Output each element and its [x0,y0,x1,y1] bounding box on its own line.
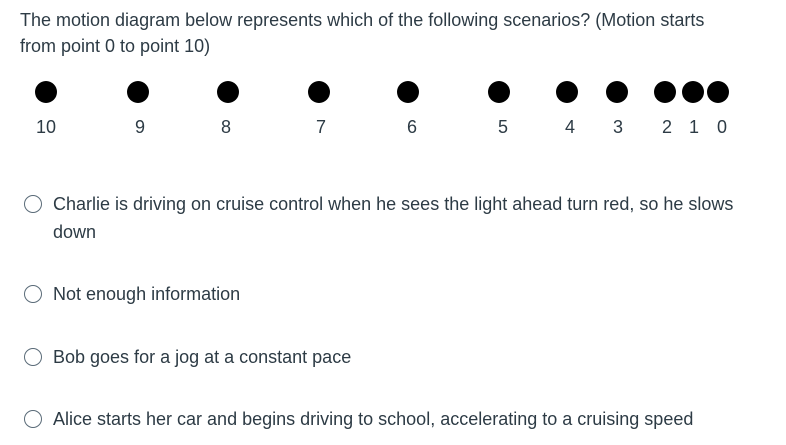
motion-dot-1 [682,81,704,103]
radio-button[interactable] [24,285,42,303]
answer-option-not-enough-info[interactable] [24,280,240,308]
point-label-4: 4 [564,117,575,137]
motion-dot-9 [127,81,149,103]
motion-dot-8 [217,81,239,103]
radio-button[interactable] [24,410,42,428]
motion-dot-6 [397,81,419,103]
answer-option-label: Alice starts her car and begins driving to school, accelerating to a cruising speed [53,409,694,429]
answer-option-label: Bob goes for a jog at a constant pace [53,347,352,367]
point-label-0: 0 [716,117,727,137]
point-label-5: 5 [497,117,508,137]
answer-option-label: Charlie is driving on cruise control when he sees the light ahead turn red, so he slows down [53,194,734,242]
motion-diagram [0,78,786,142]
motion-dot-7 [308,81,330,103]
motion-dot-5 [488,81,510,103]
point-label-2: 2 [661,117,672,137]
answer-option-label: Not enough information [53,284,241,304]
radio-button[interactable] [24,348,42,366]
motion-dot-10 [35,81,57,103]
motion-dot-3 [606,81,628,103]
point-label-6: 6 [406,117,417,137]
point-label-8: 8 [220,117,231,137]
answer-option-bob[interactable] [24,343,351,371]
point-label-10: 10 [35,117,57,137]
point-label-9: 9 [134,117,145,137]
motion-dot-0 [707,81,729,103]
radio-button[interactable] [24,195,42,213]
point-label-3: 3 [612,117,623,137]
answer-option-charlie[interactable] [24,190,744,246]
answer-option-alice[interactable] [24,405,693,433]
motion-dot-4 [556,81,578,103]
question-text: The motion diagram below represents which of the following scenarios? (Motion starts from point 0 to point 10) [20,10,705,56]
point-label-1: 1 [688,117,699,137]
point-label-7: 7 [315,117,326,137]
motion-dot-2 [654,81,676,103]
